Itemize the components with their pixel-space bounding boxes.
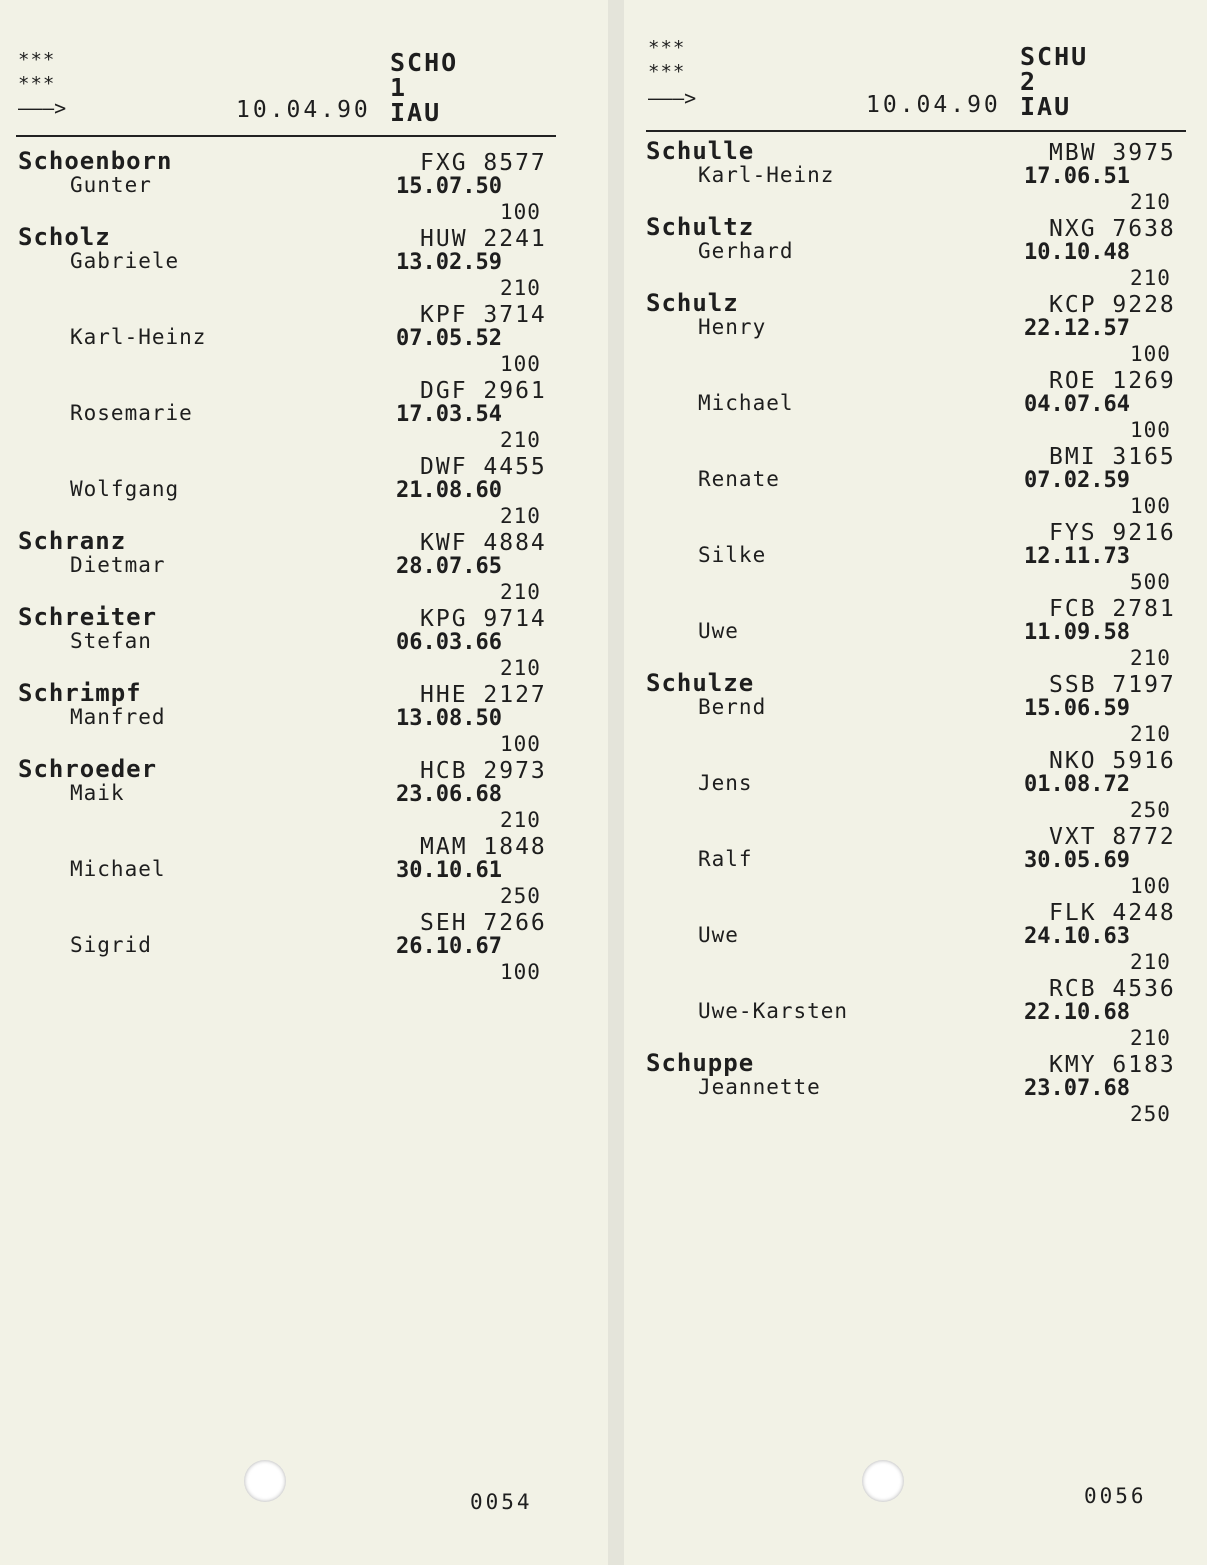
amount: 210 bbox=[500, 580, 541, 604]
birth-date: 22.12.57 bbox=[1024, 316, 1130, 341]
id-code: RCB 4536 bbox=[1049, 976, 1176, 1002]
given-name: Karl-Heinz bbox=[698, 163, 835, 187]
list-item bbox=[624, 441, 1207, 517]
id-code: KMY 6183 bbox=[1049, 1052, 1176, 1078]
given-name: Ralf bbox=[698, 847, 753, 871]
amount: 210 bbox=[500, 504, 541, 528]
given-name: Michael bbox=[698, 391, 794, 415]
stars-line-2: *** bbox=[18, 73, 56, 95]
id-code: NXG 7638 bbox=[1049, 216, 1176, 242]
list-item bbox=[624, 973, 1207, 1049]
birth-date: 22.10.68 bbox=[1024, 1000, 1130, 1025]
birth-date: 23.06.68 bbox=[396, 782, 502, 807]
birth-date: 07.02.59 bbox=[1024, 468, 1130, 493]
birth-date: 01.08.72 bbox=[1024, 772, 1130, 797]
amount: 210 bbox=[1130, 950, 1171, 974]
birth-date: 04.07.64 bbox=[1024, 392, 1130, 417]
list-item bbox=[0, 679, 608, 755]
id-code: FCB 2781 bbox=[1049, 596, 1176, 622]
birth-date: 30.05.69 bbox=[1024, 848, 1130, 873]
birth-date: 17.03.54 bbox=[396, 402, 502, 427]
given-name: Uwe bbox=[698, 619, 739, 643]
list-item bbox=[0, 755, 608, 831]
id-code: ROE 1269 bbox=[1049, 368, 1176, 394]
given-name: Karl-Heinz bbox=[70, 325, 207, 349]
amount: 210 bbox=[1130, 190, 1171, 214]
birth-date: 30.10.61 bbox=[396, 858, 502, 883]
id-code: SSB 7197 bbox=[1049, 672, 1176, 698]
list-item bbox=[624, 821, 1207, 897]
list-item bbox=[0, 375, 608, 451]
punch-hole bbox=[862, 1460, 904, 1502]
id-code: KCP 9228 bbox=[1049, 292, 1176, 318]
amount: 210 bbox=[500, 656, 541, 680]
birth-date: 23.07.68 bbox=[1024, 1076, 1130, 1101]
sheet-gap bbox=[608, 0, 624, 1565]
birth-date: 28.07.65 bbox=[396, 554, 502, 579]
given-name: Uwe-Karsten bbox=[698, 999, 849, 1023]
list-item bbox=[0, 223, 608, 299]
given-name: Jens bbox=[698, 771, 753, 795]
list-item bbox=[624, 137, 1207, 213]
surname: Schroeder bbox=[18, 755, 158, 783]
id-code: FLK 4248 bbox=[1049, 900, 1176, 926]
list-item bbox=[624, 289, 1207, 365]
surname: Schranz bbox=[18, 527, 127, 555]
given-name: Dietmar bbox=[70, 553, 166, 577]
amount: 100 bbox=[1130, 874, 1171, 898]
amount: 100 bbox=[1130, 342, 1171, 366]
given-name: Manfred bbox=[70, 705, 166, 729]
section-code bbox=[1020, 44, 1088, 119]
amount: 210 bbox=[1130, 1026, 1171, 1050]
header-rule bbox=[646, 130, 1186, 132]
section-code bbox=[390, 50, 458, 125]
amount: 100 bbox=[500, 732, 541, 756]
surname: Schrimpf bbox=[18, 679, 142, 707]
birth-date: 17.06.51 bbox=[1024, 164, 1130, 189]
id-code: FYS 9216 bbox=[1049, 520, 1176, 546]
stars-line-1: *** bbox=[18, 49, 56, 71]
surname: Schulle bbox=[646, 137, 755, 165]
page-number: 0056 bbox=[1084, 1484, 1147, 1508]
section-number: 2 bbox=[1020, 67, 1038, 96]
surname: Schultz bbox=[646, 213, 755, 241]
section-letters: SCHO bbox=[390, 48, 459, 77]
amount: 210 bbox=[1130, 646, 1171, 670]
header-rule bbox=[16, 135, 556, 137]
surname: Schoenborn bbox=[18, 147, 173, 175]
list-date: 10.04.90 bbox=[236, 97, 371, 123]
birth-date: 13.08.50 bbox=[396, 706, 502, 731]
page-number: 0054 bbox=[470, 1490, 533, 1514]
list-item bbox=[0, 831, 608, 907]
birth-date: 11.09.58 bbox=[1024, 620, 1130, 645]
list-item bbox=[624, 1049, 1207, 1125]
id-code: MAM 1848 bbox=[420, 834, 547, 860]
header-stars bbox=[648, 36, 685, 84]
amount: 210 bbox=[1130, 266, 1171, 290]
section-unit: IAU bbox=[390, 98, 442, 127]
surname: Schulze bbox=[646, 669, 755, 697]
amount: 100 bbox=[500, 352, 541, 376]
list-item bbox=[0, 527, 608, 603]
id-code: KPG 9714 bbox=[420, 606, 547, 632]
amount: 210 bbox=[500, 428, 541, 452]
given-name: Sigrid bbox=[70, 933, 152, 957]
punch-hole bbox=[244, 1460, 286, 1502]
arrow-mark: ———> bbox=[648, 86, 697, 110]
list-item bbox=[624, 213, 1207, 289]
amount: 210 bbox=[500, 808, 541, 832]
stars-line-1: *** bbox=[648, 37, 686, 59]
list-item bbox=[0, 147, 608, 223]
birth-date: 15.07.50 bbox=[396, 174, 502, 199]
birth-date: 13.02.59 bbox=[396, 250, 502, 275]
id-code: HHE 2127 bbox=[420, 682, 547, 708]
given-name: Gerhard bbox=[698, 239, 794, 263]
amount: 100 bbox=[500, 960, 541, 984]
surname: Schulz bbox=[646, 289, 739, 317]
surname: Scholz bbox=[18, 223, 111, 251]
given-name: Gunter bbox=[70, 173, 152, 197]
stars-line-2: *** bbox=[648, 61, 686, 83]
given-name: Jeannette bbox=[698, 1075, 821, 1099]
given-name: Stefan bbox=[70, 629, 152, 653]
id-code: KPF 3714 bbox=[420, 302, 547, 328]
given-name: Wolfgang bbox=[70, 477, 180, 501]
surname: Schreiter bbox=[18, 603, 158, 631]
section-unit: IAU bbox=[1020, 92, 1072, 121]
amount: 500 bbox=[1130, 570, 1171, 594]
given-name: Renate bbox=[698, 467, 780, 491]
birth-date: 26.10.67 bbox=[396, 934, 502, 959]
id-code: DGF 2961 bbox=[420, 378, 547, 404]
birth-date: 07.05.52 bbox=[396, 326, 502, 351]
amount: 100 bbox=[1130, 494, 1171, 518]
given-name: Rosemarie bbox=[70, 401, 193, 425]
list-item bbox=[0, 907, 608, 983]
list-item bbox=[624, 745, 1207, 821]
amount: 250 bbox=[1130, 798, 1171, 822]
section-letters: SCHU bbox=[1020, 42, 1089, 71]
list-item bbox=[624, 365, 1207, 441]
id-code: DWF 4455 bbox=[420, 454, 547, 480]
given-name: Henry bbox=[698, 315, 767, 339]
id-code: FXG 8577 bbox=[420, 150, 547, 176]
given-name: Maik bbox=[70, 781, 125, 805]
id-code: HUW 2241 bbox=[420, 226, 547, 252]
list-item bbox=[624, 517, 1207, 593]
id-code: BMI 3165 bbox=[1049, 444, 1176, 470]
section-number: 1 bbox=[390, 73, 408, 102]
amount: 250 bbox=[1130, 1102, 1171, 1126]
birth-date: 21.08.60 bbox=[396, 478, 502, 503]
id-code: MBW 3975 bbox=[1049, 140, 1176, 166]
surname: Schuppe bbox=[646, 1049, 755, 1077]
given-name: Bernd bbox=[698, 695, 767, 719]
birth-date: 06.03.66 bbox=[396, 630, 502, 655]
list-sheet-right bbox=[624, 0, 1207, 1565]
list-item bbox=[0, 603, 608, 679]
amount: 250 bbox=[500, 884, 541, 908]
amount: 210 bbox=[500, 276, 541, 300]
given-name: Michael bbox=[70, 857, 166, 881]
list-item bbox=[624, 669, 1207, 745]
id-code: NKO 5916 bbox=[1049, 748, 1176, 774]
id-code: KWF 4884 bbox=[420, 530, 547, 556]
list-date: 10.04.90 bbox=[866, 92, 1001, 118]
id-code: VXT 8772 bbox=[1049, 824, 1176, 850]
list-item bbox=[0, 451, 608, 527]
birth-date: 15.06.59 bbox=[1024, 696, 1130, 721]
birth-date: 12.11.73 bbox=[1024, 544, 1130, 569]
given-name: Uwe bbox=[698, 923, 739, 947]
id-code: SEH 7266 bbox=[420, 910, 547, 936]
given-name: Gabriele bbox=[70, 249, 180, 273]
id-code: HCB 2973 bbox=[420, 758, 547, 784]
given-name: Silke bbox=[698, 543, 767, 567]
amount: 100 bbox=[500, 200, 541, 224]
birth-date: 10.10.48 bbox=[1024, 240, 1130, 265]
arrow-mark: ———> bbox=[18, 96, 67, 120]
list-item bbox=[624, 593, 1207, 669]
list-item bbox=[0, 299, 608, 375]
list-item bbox=[624, 897, 1207, 973]
header-stars bbox=[18, 48, 55, 96]
amount: 100 bbox=[1130, 418, 1171, 442]
amount: 210 bbox=[1130, 722, 1171, 746]
birth-date: 24.10.63 bbox=[1024, 924, 1130, 949]
